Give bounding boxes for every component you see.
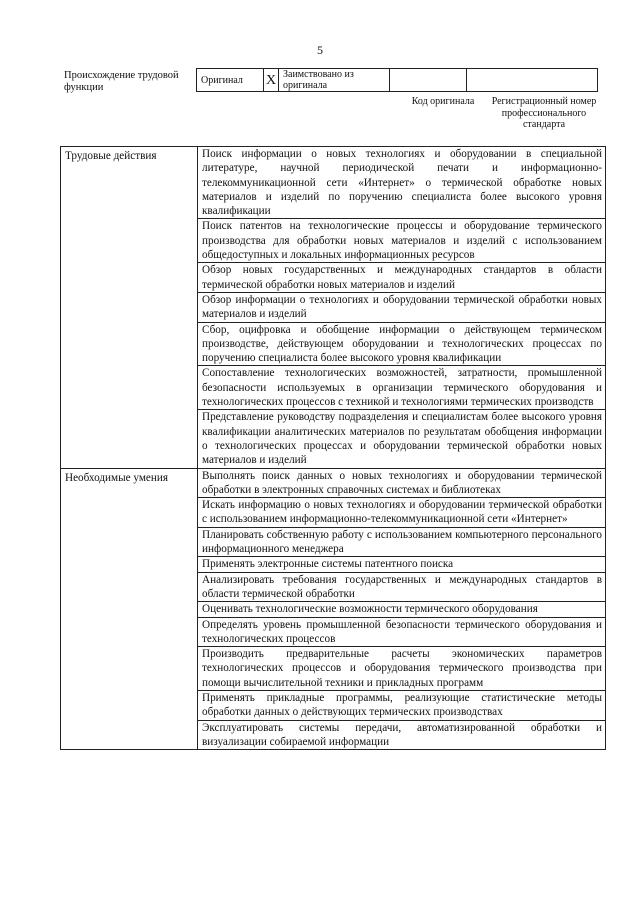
labor-actions-item: Сопоставление технологических возможностей, затратности, промышленной безопасности используемых в организации термического оборудования и технологических процессов с техникой и технологиями термических производств xyxy=(198,366,606,410)
skills-item: Выполнять поиск данных о новых технологиях и оборудовании термической обработки в электронных справочных системах и библиотеках xyxy=(198,468,606,498)
labor-actions-item: Обзор информации о технологиях и оборудовании термической обработки новых материалов и изделий xyxy=(198,292,606,322)
skills-item: Производить предварительные расчеты экономических параметров технологических процессов и оборудования термического производства при помощи вычислительной техники и прикладных программ xyxy=(198,647,606,691)
skills-item: Оценивать технологические возможности термического оборудования xyxy=(198,602,606,617)
original-code-label: Код оригинала xyxy=(411,96,475,107)
labor-actions-item: Поиск информации о новых технологиях и оборудовании в специальной литературе, научной периодической печати и информационно-телекоммуникационной сети «Интернет» о термической обработке новых материалов и изделий по поручению специалиста более высокого уровня квалификации xyxy=(198,147,606,219)
table-row xyxy=(61,468,606,498)
skills-item: Применять электронные системы патентного поиска xyxy=(198,557,606,572)
skills-item: Анализировать требования государственных и международных стандартов в области термической обработки xyxy=(198,572,606,602)
original-mark: X xyxy=(264,69,279,92)
skills-label: Необходимые умения xyxy=(61,468,198,750)
original-cell: Оригинал xyxy=(197,69,264,92)
skills-item: Применять прикладные программы, реализующие статистические методы обработки данных о действующих термических производствах xyxy=(198,690,606,720)
labor-actions-item: Представление руководству подразделения и специалистам более высокого уровня квалификации аналитических материалов по результатам обобщения информации о технологических процессах и оборудовании термической обработки новых материалов и изделий xyxy=(198,410,606,468)
labor-actions-item: Обзор новых государственных и международных стандартов в области термической обработки новых материалов и изделий xyxy=(198,263,606,293)
registration-number-cell xyxy=(467,69,598,92)
origin-label: Происхождение трудовой функции xyxy=(64,70,179,93)
skills-item: Искать информацию о новых технологиях и оборудовании термической обработки с использованием информационно-телекоммуникационной сети «Интернет» xyxy=(198,498,606,528)
labor-actions-item: Сбор, оцифровка и обобщение информации о действующем термическом производстве, действующем оборудовании и технологических процессах по поручению специалиста более высокого уровня квалификации xyxy=(198,322,606,366)
labor-function-table-body xyxy=(61,147,606,750)
labor-function-table xyxy=(60,146,606,750)
page-number: 5 xyxy=(317,43,323,57)
registration-number-label: Регистрационный номер профессионального стандарта xyxy=(491,96,597,130)
skills-item: Планировать собственную работу с использованием компьютерного персонального информационного менеджера xyxy=(198,527,606,557)
skills-item: Определять уровень промышленной безопасности термического оборудования и технологических процессов xyxy=(198,617,606,647)
borrowed-cell: Заимствовано из оригинала xyxy=(279,69,390,92)
labor-actions-item: Поиск патентов на технологические процессы и оборудование термического производства для обработки новых материалов и изделий с использованием общедоступных и локальных информационных ресурсов xyxy=(198,219,606,263)
skills-item: Эксплуатировать системы передачи, автоматизированной обработки и визуализации собираемой информации xyxy=(198,720,606,750)
original-code-cell xyxy=(390,69,467,92)
origin-table xyxy=(196,68,598,92)
table-row xyxy=(61,147,606,219)
labor-actions-label: Трудовые действия xyxy=(61,147,198,469)
